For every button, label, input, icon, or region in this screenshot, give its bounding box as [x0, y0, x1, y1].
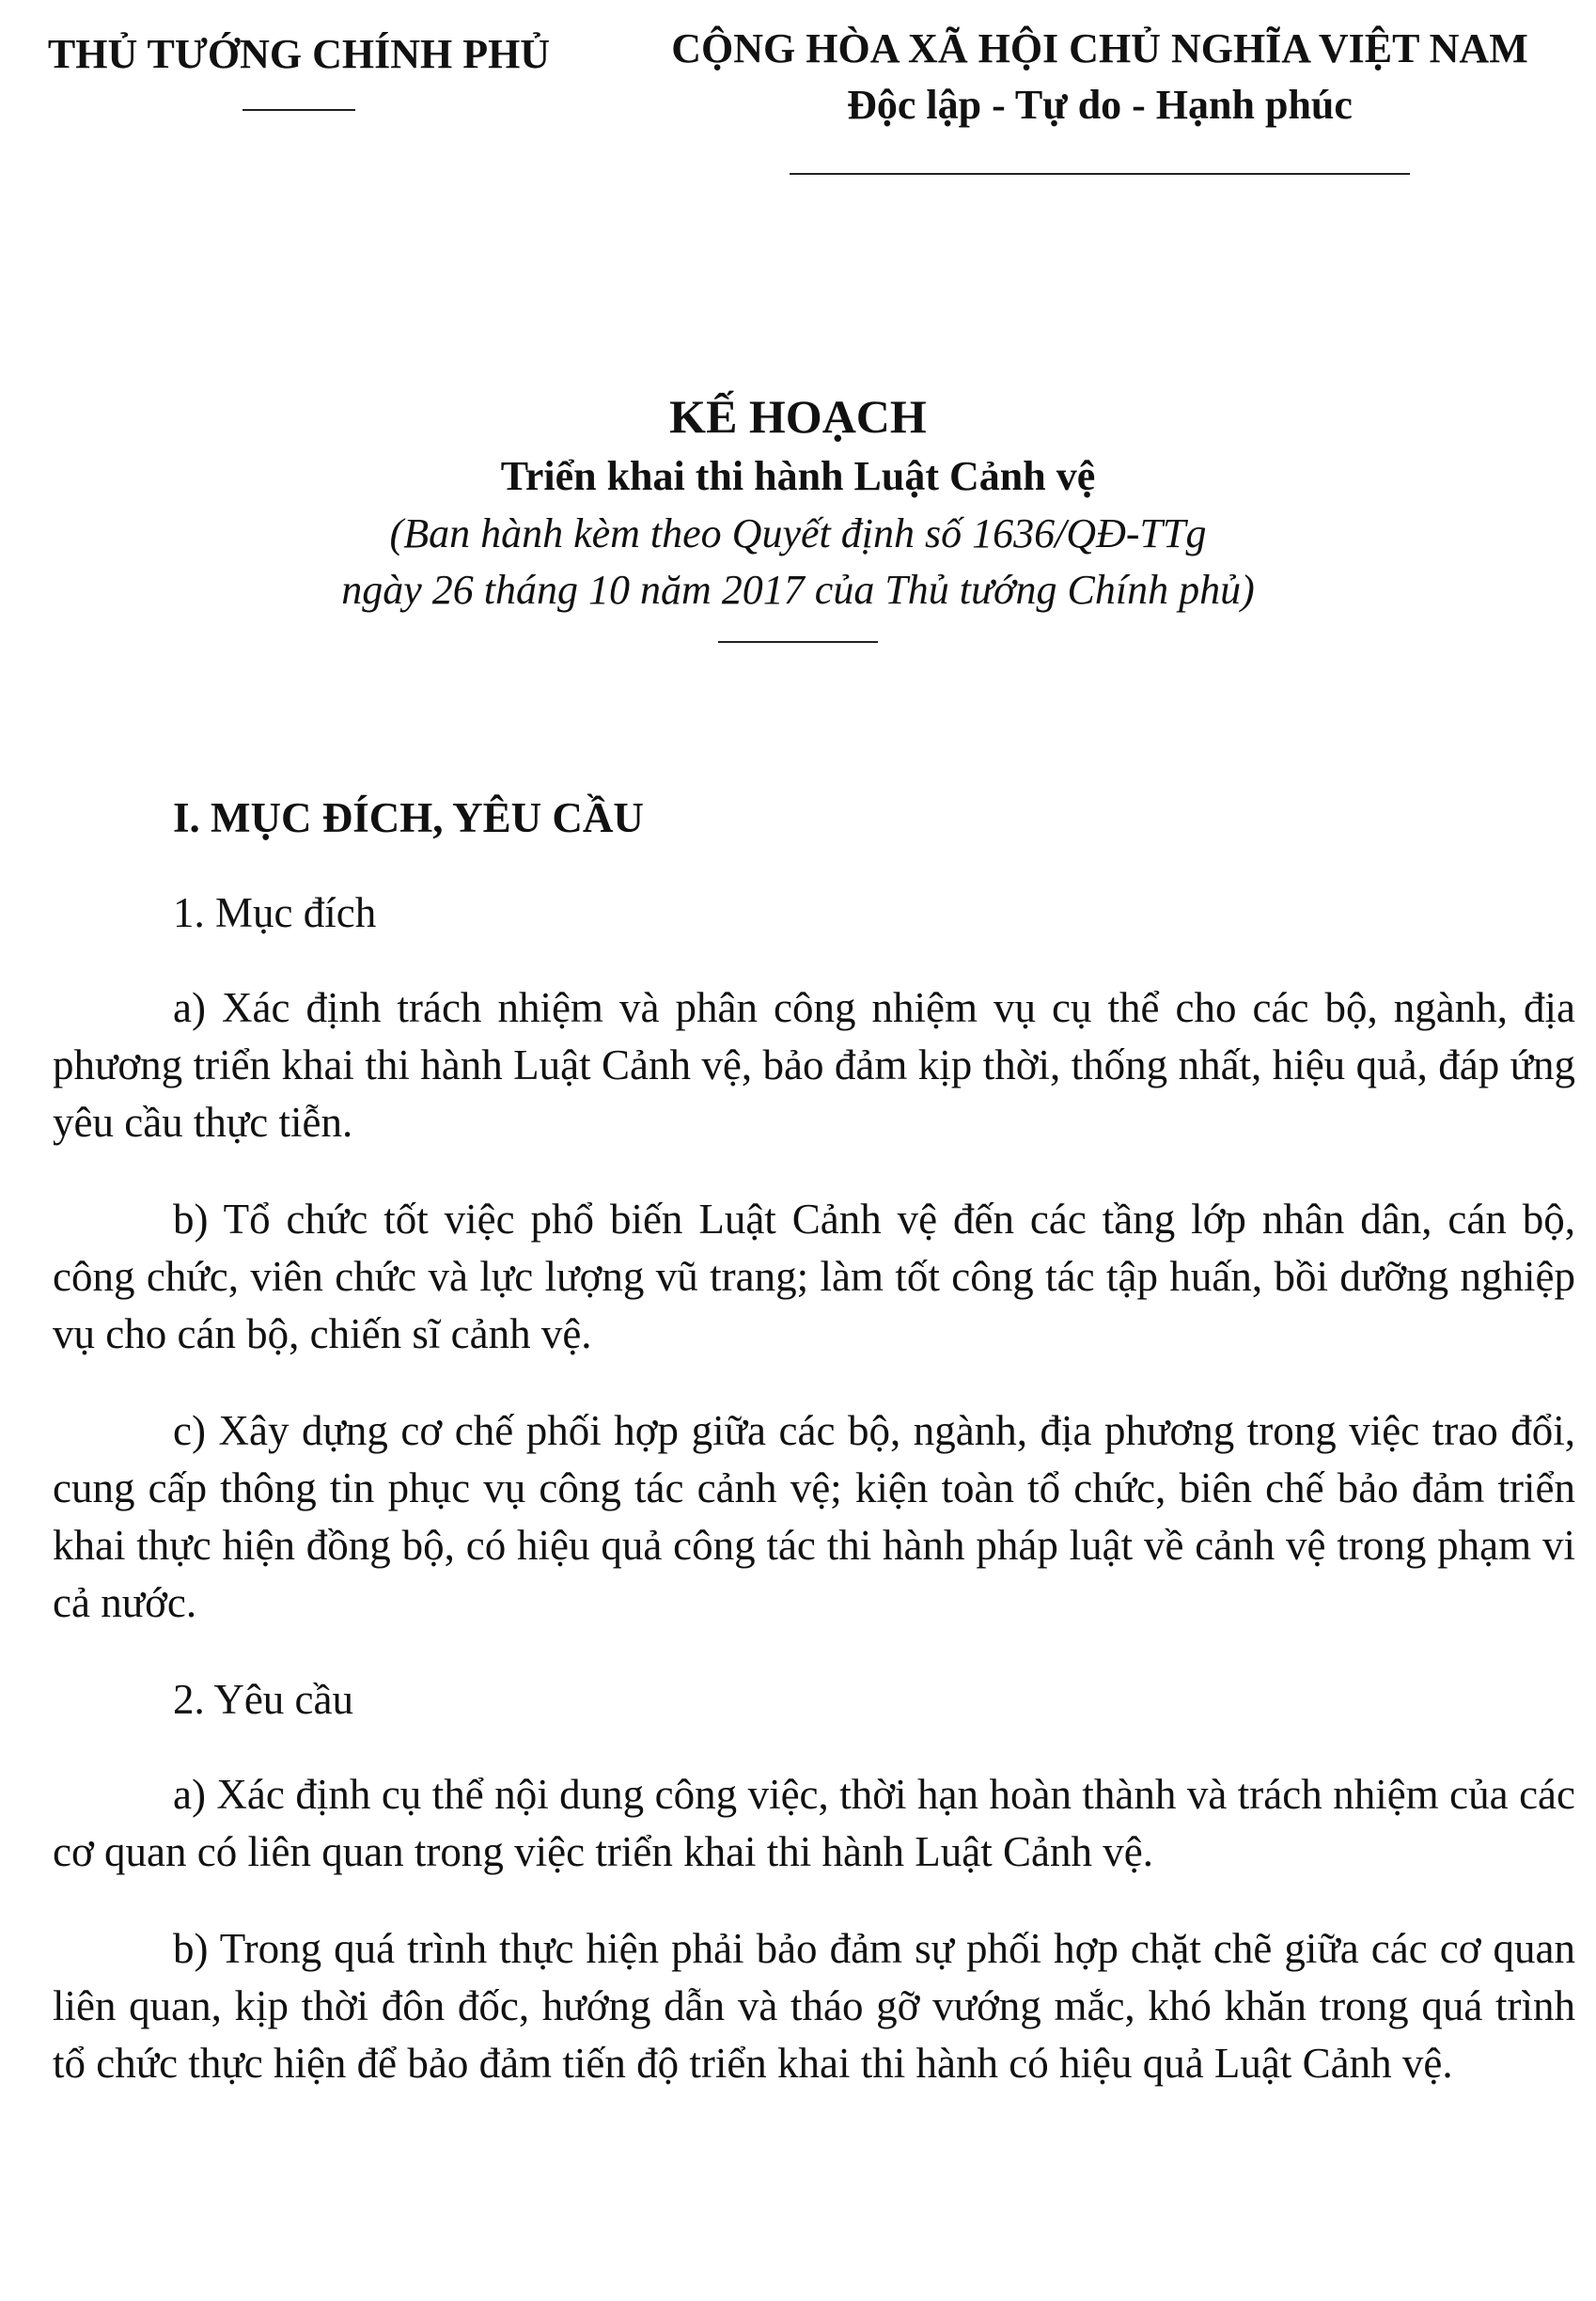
- requirements-paragraph-b: b) Trong quá trình thực hiện phải bảo đảm sự phối hợp chặt chẽ giữa các cơ quan liên quan, kịp thời đôn đốc, hướng dẫn và tháo gỡ vướng mắc, khó khăn trong quá trình tổ chức thực hiện để bảo đảm tiến độ triển khai thi hành có hiệu quả Luật Cảnh vệ.: [53, 1925, 1575, 2087]
- purpose-paragraph-b: b) Tổ chức tốt việc phổ biến Luật Cảnh vệ đến các tầng lớp nhân dân, cán bộ, công chức, viên chức và lực lượng vũ trang; làm tốt công tác tập huấn, bồi dưỡng nghiệp vụ cho cán bộ, chiến sĩ cảnh vệ.: [53, 1196, 1575, 1357]
- purpose-paragraph-a: a) Xác định trách nhiệm và phân công nhiệm vụ cụ thể cho các bộ, ngành, địa phương triển khai thi hành Luật Cảnh vệ, bảo đảm kịp thời, thống nhất, hiệu quả, đáp ứng yêu cầu thực tiễn.: [53, 984, 1575, 1146]
- requirements-heading: 2. Yêu cầu: [173, 1676, 353, 1723]
- issuer-name: THỦ TƯỚNG CHÍNH PHỦ: [47, 31, 551, 77]
- document-body: [53, 790, 1575, 2132]
- requirements-paragraph-a: a) Xác định cụ thể nội dung công việc, thời hạn hoàn thành và trách nhiệm của các cơ quan có liên quan trong việc triển khai thi hành Luật Cảnh vệ.: [53, 1771, 1575, 1875]
- national-motto: Độc lập - Tự do - Hạnh phúc: [847, 82, 1353, 128]
- purpose-paragraph-c: c) Xây dựng cơ chế phối hợp giữa các bộ, ngành, địa phương trong việc trao đổi, cung cấp thông tin phục vụ công tác cảnh vệ; kiện toàn tổ chức, biên chế bảo đảm triển khai thực hiện đồng bộ, có hiệu quả công tác thi hành pháp luật về cảnh vệ trong phạm vi cả nước.: [53, 1407, 1575, 1626]
- section-heading: I. MỤC ĐÍCH, YÊU CẦU: [173, 794, 644, 841]
- purpose-heading: 1. Mục đích: [173, 889, 377, 936]
- national-header: [620, 21, 1579, 175]
- issuer-underline: [243, 109, 355, 111]
- plan-title-block: [0, 385, 1596, 643]
- plan-subtitle: Triển khai thi hành Luật Cảnh vệ: [500, 453, 1096, 499]
- motto-underline: [790, 173, 1410, 175]
- title-underline: [718, 641, 878, 643]
- plan-title: KẾ HOẠCH: [669, 390, 927, 443]
- country-name: CỘNG HÒA XÃ HỘI CHỦ NGHĨA VIỆT NAM: [671, 25, 1528, 71]
- plan-reference-line-2: ngày 26 tháng 10 năm 2017 của Thủ tướng Chính phủ): [341, 567, 1255, 613]
- issuer-header: [26, 26, 571, 111]
- plan-reference-line-1: (Ban hành kèm theo Quyết định số 1636/QĐ-TTg: [389, 510, 1207, 556]
